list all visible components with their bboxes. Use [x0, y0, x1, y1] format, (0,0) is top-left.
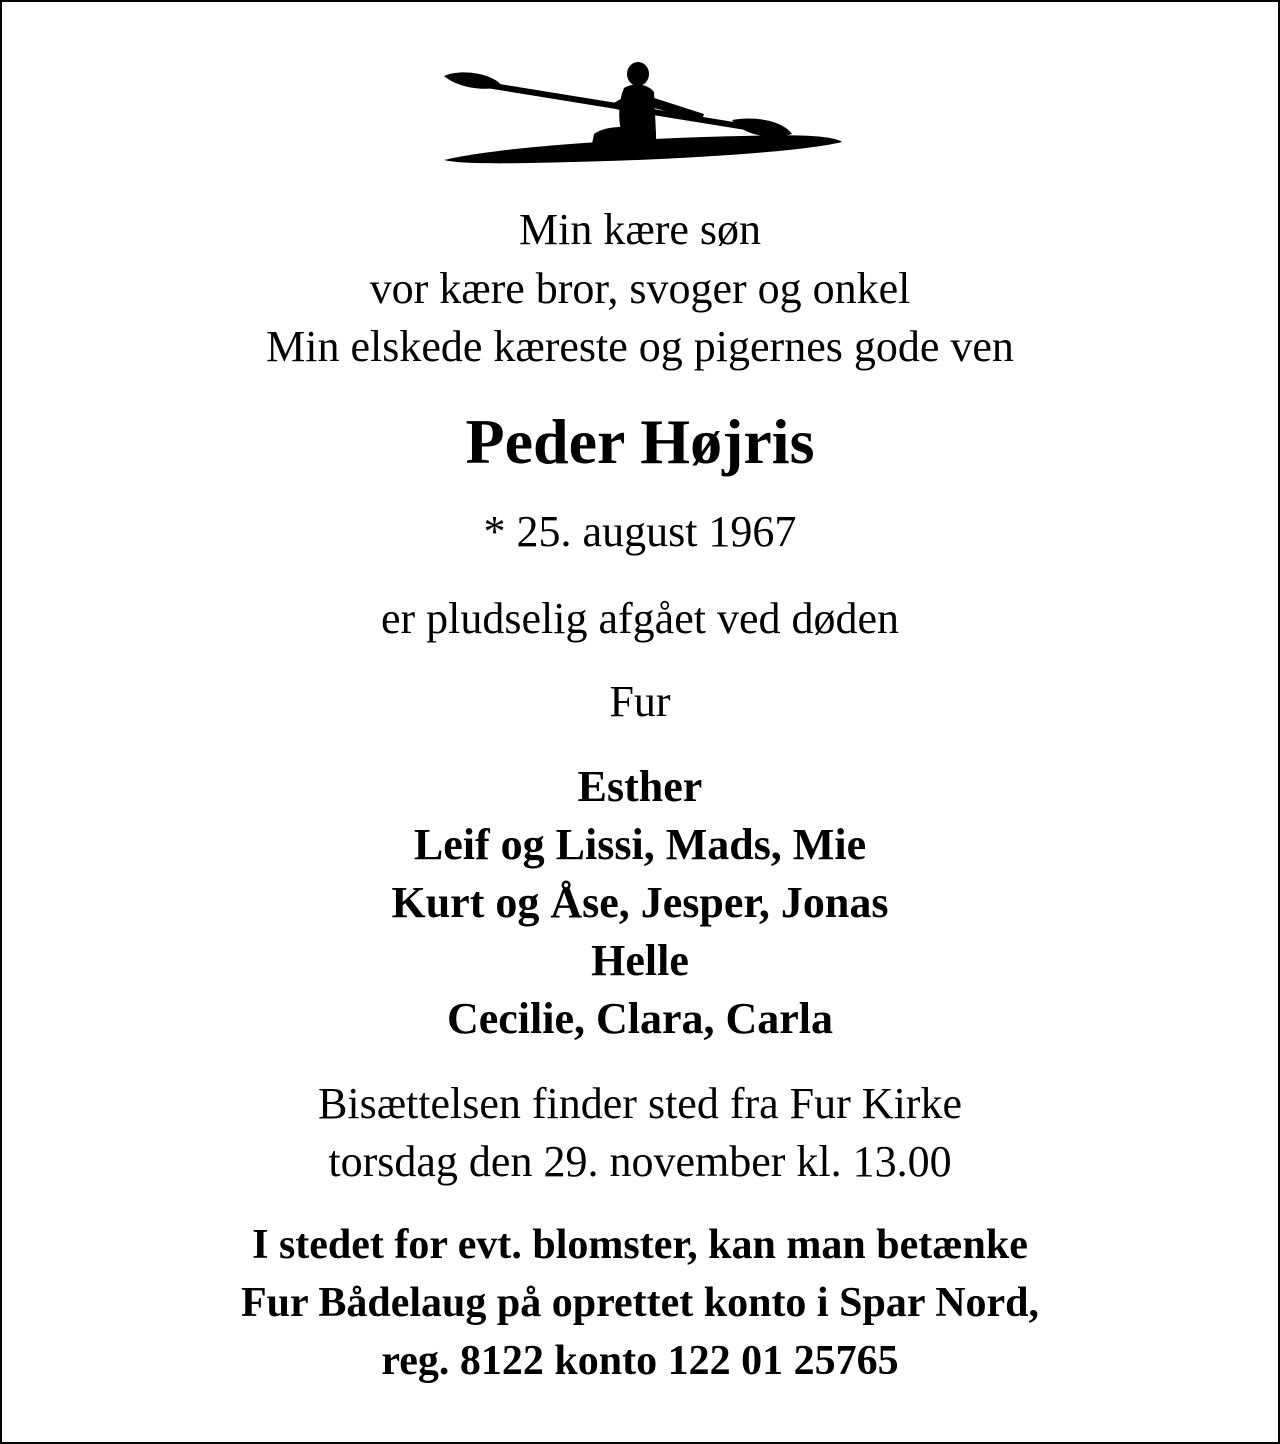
kayaker-silhouette-icon: [442, 62, 844, 174]
birth-date: * 25. august 1967: [483, 507, 797, 556]
family-line-1: Esther: [577, 762, 703, 811]
intro-line-3: Min elskede kæreste og pigernes gode ven: [266, 322, 1014, 371]
family-line-4: Helle: [591, 936, 689, 985]
ceremony-line-2: torsdag den 29. november kl. 13.00: [328, 1137, 952, 1186]
death-notice: er pludselig afgået ved døden: [380, 594, 900, 643]
intro-line-2: vor kære bror, svoger og onkel: [369, 264, 911, 313]
donation-line-1: I stedet for evt. blomster, kan man betænke: [252, 1222, 1028, 1268]
family-line-3: Kurt og Åse, Jesper, Jonas: [391, 878, 889, 927]
family-line-2: Leif og Lissi, Mads, Mie: [413, 820, 867, 869]
ceremony-line-1: Bisættelsen finder sted fra Fur Kirke: [318, 1079, 962, 1128]
deceased-name: Peder Højris: [465, 406, 815, 477]
place-name: Fur: [609, 677, 671, 726]
family-line-5: Cecilie, Clara, Carla: [446, 994, 834, 1043]
donation-line-2: Fur Bådelaug på oprettet konto i Spar Nord,: [240, 1280, 1040, 1326]
intro-line-1: Min kære søn: [519, 205, 761, 254]
donation-line-3: reg. 8122 konto 122 01 25765: [381, 1338, 899, 1384]
